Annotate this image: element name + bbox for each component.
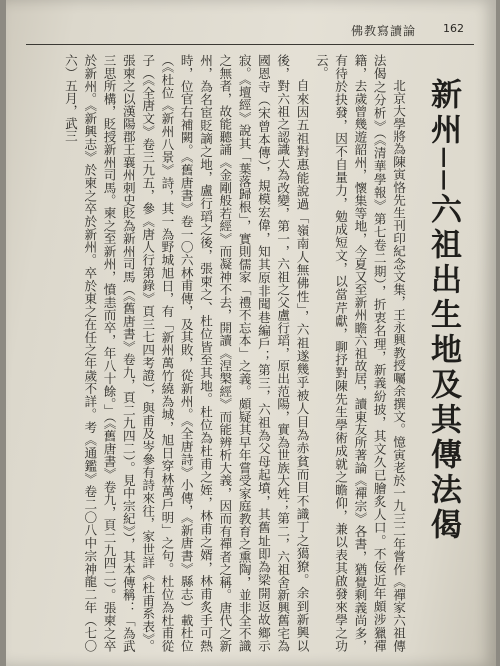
paragraph: 北京大學將為陳寅恪先生刊印紀念文集，王永興教授囑余撰文。憶寅老於一九三二年嘗作《禪家六祖傳法偈之分析》（《清華學報》第七卷二期），折衷名理，新義紛披，其文久已膾炙人口。不佞近年頗涉獵禪籍，去歲曾幾遊韶州，懷集等地，今夏又至新州瞻六祖故居，讀東友所著論《禪宗》各書，猶覺剩義尚多，有待於抉發，因不自量力，勉成短文，以當芹獻，聊抒對陳先生學術成就之瞻仰，兼以表其啟發來學之功云。 xyxy=(313,54,406,652)
page-number: 162 xyxy=(443,22,464,35)
article-title: 新州──六祖出生地及其傳法偈 xyxy=(425,78,461,544)
running-header xyxy=(26,18,474,45)
body-text xyxy=(20,54,408,652)
paragraph: 自來因五祖對惠能說過「嶺南人無佛性」，六祖遂幾乎被人目為赤貧而目不識丁之獦獠。余到新興以後，對六祖之認識大為改變，第一，六祖之父盧行瑫，原出范陽，實為世族大姓；第二，六祖舍新興舊宅為國恩寺（宋曾本傳），規模宏偉，知其原非聞巷編戶；第三，六祖為父母起墳，其舊址即為梁開返故鄉示寂。《壇經》說其「葉落歸根」，實則儒家「禮不忘本」之義。頗疑其早年嘗受家庭教育之熏陶，並非全不識之無者，故能聽誦《金剛般若經》而凝神不去，開讀《涅槃經》而能辨析大義，因而有禪者之稱。唐代之新州，為名宦貶謫之地，盧行瑫之後，張柬之、杜位皆至其地。杜位為杜甫之姪，林甫之婿，林甫炙手可熱時，位官右補闕。《舊唐書》卷一〇六林甫傳，及其敗，從新州。《全唐詩》小傳，《新唐書》縣志）載杜位（《杜位《新州八景》詩，其一為野城旭日，有「新州萬竹繞為城，旭日穿林萬戶明」之句。杜位為杜甫從子（《全唐文》卷三九五，參《唐人行第錄》頁三七四考證），與甫及岑參有詩來往，家世詳《杜甫系表》。張柬之以漢陽郡王襄州刺史貶為新州司馬（《舊唐書》卷九，頁二九四二）。見中宗紀》），其本傳稱：「為武三思所構，貶授新州司馬。柬之至新州，憤恚而卒，年八十餘。」（《舊唐書》卷九，頁二九四二）。張柬之卒於新州。《新興志》於柬之卒於新州。卒於東之在任之年歲不詳。考《通鑑》卷二〇八中宗神龍二年（七〇六）五月，武三 xyxy=(62,54,310,652)
book-page xyxy=(6,0,496,666)
running-title: 佛教寫讀論 xyxy=(350,24,416,38)
